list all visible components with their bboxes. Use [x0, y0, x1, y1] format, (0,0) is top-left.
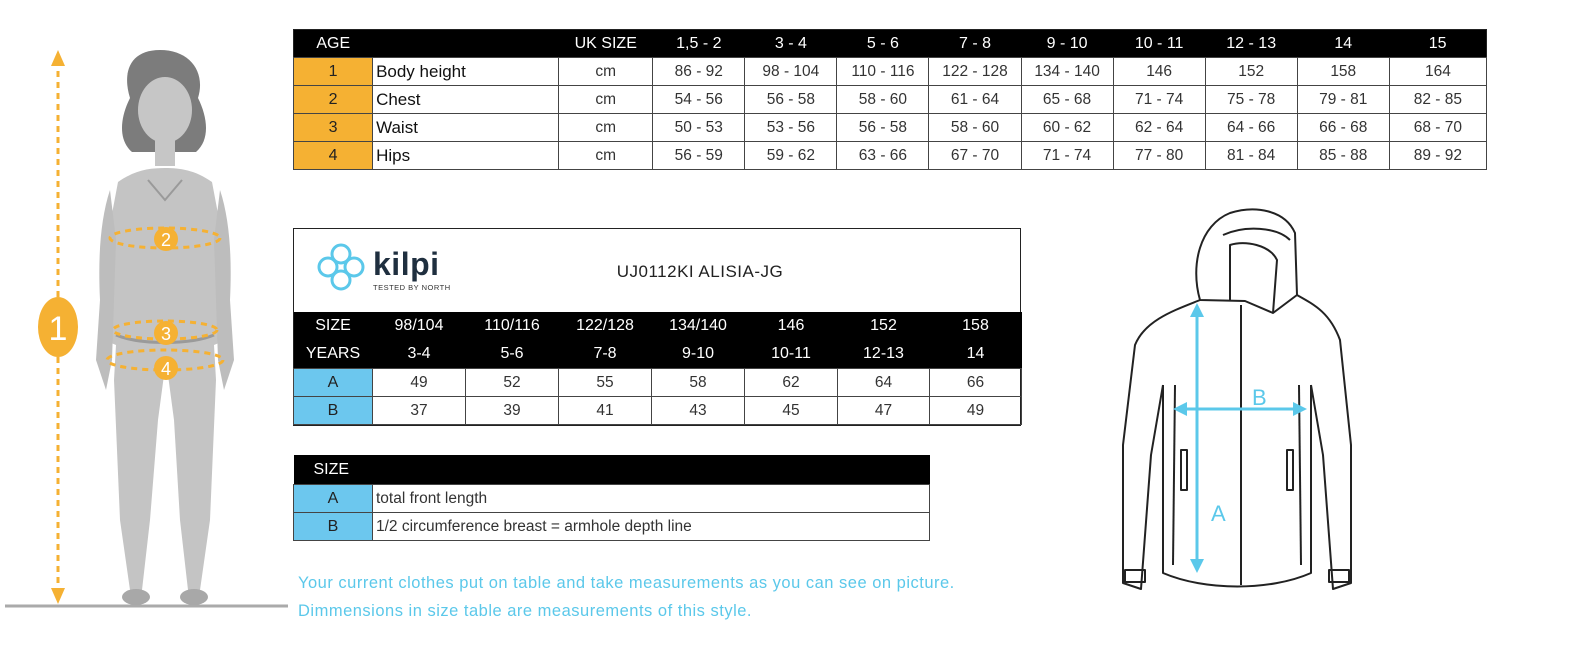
table-cell: 68 - 70	[1389, 114, 1486, 142]
table-cell: 62	[745, 369, 838, 397]
table-cell: 67 - 70	[929, 142, 1021, 170]
header-age-col: 14	[1297, 30, 1389, 58]
header-age-col: 9 - 10	[1021, 30, 1113, 58]
marker-4	[154, 356, 178, 380]
header-age-col: 15	[1389, 30, 1486, 58]
svg-text:4: 4	[160, 359, 172, 379]
legend-text: 1/2 circumference breast = armhole depth line	[373, 513, 930, 541]
size-header-row	[294, 312, 1022, 340]
marker-2	[154, 227, 178, 251]
table-row	[294, 86, 1487, 114]
row-label: Hips	[373, 142, 559, 170]
header-age-col: 3 - 4	[745, 30, 837, 58]
table-cell: 77 - 80	[1113, 142, 1205, 170]
row-label: Waist	[373, 114, 559, 142]
years-cell: 12-13	[838, 340, 930, 369]
row-key: A	[294, 369, 373, 397]
marker-3	[154, 321, 178, 345]
table-cell: 134 - 140	[1021, 58, 1113, 86]
table-cell: 61 - 64	[929, 86, 1021, 114]
years-cell: 7-8	[559, 340, 652, 369]
table-cell: 110 - 116	[837, 58, 929, 86]
header-blank	[373, 30, 559, 58]
svg-text:2: 2	[160, 230, 172, 250]
row-key: B	[294, 513, 373, 541]
table-cell: 86 - 92	[653, 58, 745, 86]
jacket-diagram	[1105, 205, 1365, 605]
table-cell: 52	[466, 369, 559, 397]
table-cell: 158	[1297, 58, 1389, 86]
size-cell: 158	[930, 312, 1022, 340]
table-cell: 65 - 68	[1021, 86, 1113, 114]
years-cell: 14	[930, 340, 1022, 369]
years-cell: 3-4	[373, 340, 466, 369]
header-age-col: 5 - 6	[837, 30, 929, 58]
header-age-col: 7 - 8	[929, 30, 1021, 58]
table-row	[294, 114, 1487, 142]
table-cell: 63 - 66	[837, 142, 929, 170]
table-cell: 122 - 128	[929, 58, 1021, 86]
legend-header-row	[294, 455, 930, 485]
brand-tagline: TESTED BY NORTH	[373, 283, 451, 292]
brand-name: kilpi	[373, 246, 440, 282]
years-header-row	[294, 340, 1022, 369]
years-cell: 5-6	[466, 340, 559, 369]
table-row	[294, 142, 1487, 170]
row-label: Body height	[373, 58, 559, 86]
table-cell: 75 - 78	[1205, 86, 1297, 114]
table-row	[294, 58, 1487, 86]
years-cell: 10-11	[745, 340, 838, 369]
table-cell: 53 - 56	[745, 114, 837, 142]
table-cell: 41	[559, 397, 652, 425]
table-cell: 56 - 58	[745, 86, 837, 114]
kilpi-logo-icon	[312, 238, 370, 296]
table-cell: 58	[652, 369, 745, 397]
table-cell: 49	[373, 369, 466, 397]
size-cell: 110/116	[466, 312, 559, 340]
svg-text:A: A	[1211, 501, 1226, 526]
table-cell: 60 - 62	[1021, 114, 1113, 142]
legend-text: total front length	[373, 485, 930, 513]
table-cell: 79 - 81	[1297, 86, 1389, 114]
table-cell: 85 - 88	[1297, 142, 1389, 170]
row-label: Chest	[373, 86, 559, 114]
body-measurement-figure	[0, 0, 290, 620]
table-cell: 37	[373, 397, 466, 425]
body-size-table	[293, 29, 1487, 170]
table-cell: 89 - 92	[1389, 142, 1486, 170]
row-unit: cm	[559, 114, 653, 142]
note-line-1: Your current clothes put on table and take measurements as you can see on picture.	[298, 574, 955, 592]
table-cell: 64 - 66	[1205, 114, 1297, 142]
table-cell: 81 - 84	[1205, 142, 1297, 170]
marker-1	[38, 297, 78, 357]
table-cell: 82 - 85	[1389, 86, 1486, 114]
table-cell: 64	[838, 369, 930, 397]
row-number: 4	[294, 142, 373, 170]
table-cell: 56 - 58	[837, 114, 929, 142]
table-cell: 45	[745, 397, 838, 425]
svg-text:3: 3	[160, 324, 172, 344]
table-cell: 50 - 53	[653, 114, 745, 142]
size-cell: 98/104	[373, 312, 466, 340]
table-cell: 66 - 68	[1297, 114, 1389, 142]
years-label: YEARS	[294, 340, 373, 369]
row-unit: cm	[559, 58, 653, 86]
table-cell: 58 - 60	[837, 86, 929, 114]
row-key: B	[294, 397, 373, 425]
table-cell: 152	[1205, 58, 1297, 86]
table-cell: 71 - 74	[1113, 86, 1205, 114]
table-cell: 55	[559, 369, 652, 397]
size-cell: 134/140	[652, 312, 745, 340]
header-age-col: 1,5 - 2	[653, 30, 745, 58]
note-line-2: Dimmensions in size table are measurements of this style.	[298, 602, 753, 620]
measurement-legend-table	[293, 455, 930, 541]
table-cell: 49	[930, 397, 1022, 425]
table-cell: 164	[1389, 58, 1486, 86]
size-cell: 152	[838, 312, 930, 340]
row-number: 2	[294, 86, 373, 114]
product-title: UJ0112KI ALISIA-JG	[616, 262, 784, 281]
table-cell: 59 - 62	[745, 142, 837, 170]
header-age: AGE	[294, 30, 373, 58]
header-age-col: 12 - 13	[1205, 30, 1297, 58]
table-cell: 43	[652, 397, 745, 425]
row-number: 3	[294, 114, 373, 142]
table-cell: 98 - 104	[745, 58, 837, 86]
table-row	[294, 485, 930, 513]
table-cell: 47	[838, 397, 930, 425]
measurement-a-arrow	[1190, 303, 1226, 573]
table-row	[294, 513, 930, 541]
header-uk-size: UK SIZE	[559, 30, 653, 58]
table-cell: 39	[466, 397, 559, 425]
svg-text:1: 1	[48, 310, 68, 348]
table-cell: 66	[930, 369, 1022, 397]
table-row	[294, 369, 1022, 397]
size-cell: 122/128	[559, 312, 652, 340]
table-row	[294, 397, 1022, 425]
table-cell: 71 - 74	[1021, 142, 1113, 170]
row-unit: cm	[559, 142, 653, 170]
table-cell: 56 - 59	[653, 142, 745, 170]
table-cell: 54 - 56	[653, 86, 745, 114]
product-measurement-table	[293, 312, 1022, 425]
legend-header: SIZE	[294, 455, 930, 485]
size-label: SIZE	[294, 312, 373, 340]
row-unit: cm	[559, 86, 653, 114]
table-cell: 62 - 64	[1113, 114, 1205, 142]
table-cell: 146	[1113, 58, 1205, 86]
row-number: 1	[294, 58, 373, 86]
table-cell: 58 - 60	[929, 114, 1021, 142]
size-cell: 146	[745, 312, 838, 340]
svg-text:B: B	[1252, 385, 1267, 410]
years-cell: 9-10	[652, 340, 745, 369]
size-table-header	[294, 30, 1487, 58]
header-age-col: 10 - 11	[1113, 30, 1205, 58]
row-key: A	[294, 485, 373, 513]
